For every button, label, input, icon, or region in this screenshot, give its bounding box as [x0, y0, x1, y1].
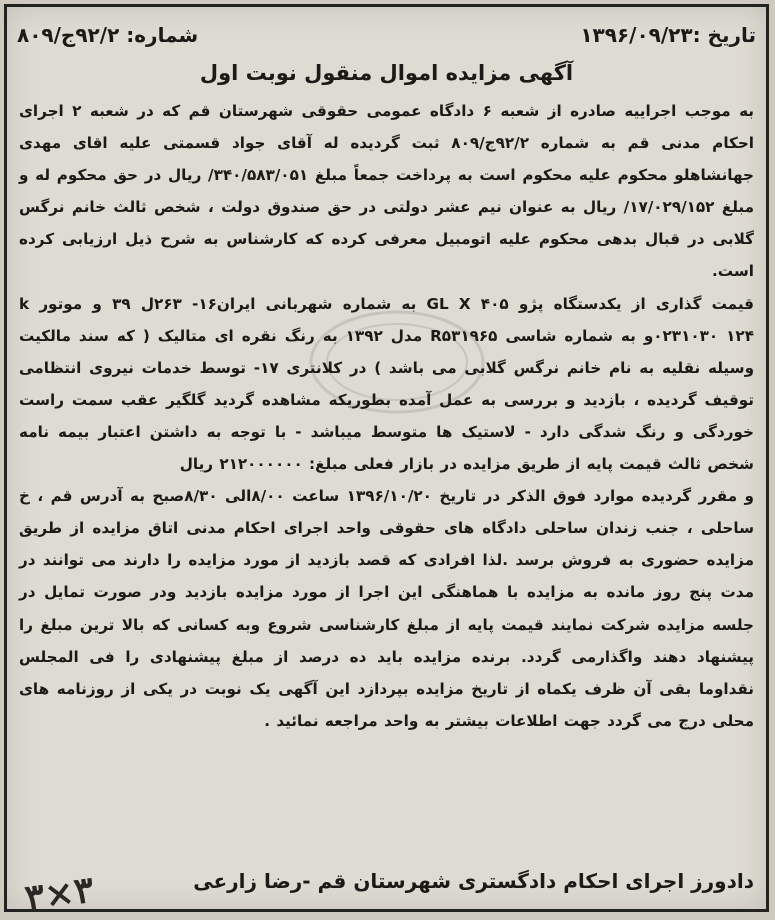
header-bar [17, 15, 756, 55]
notice-date: تاریخ :۱۳۹۶/۰۹/۲۳ [580, 23, 756, 47]
notice-number: شماره: ۹۲/۲ج/۸۰۹ [17, 23, 199, 47]
handwritten-mark: ۳×۳ [22, 868, 97, 920]
notice-body [19, 95, 754, 737]
notice-title: آگهی مزایده اموال منقول نوبت اول [199, 61, 574, 85]
paragraph-auction-terms: و مقرر گردیده موارد فوق الذکر در تاریخ ۱۳۹۶/۱۰/۲۰ ساعت ۸/۰۰الی ۸/۳۰صبح به آدرس قم ، خ ساحلی ، جنب زندان ساحلی دادگاه های حقوقی واحد اجرای احکام مدنی اتاق مزایده از طریق مزایده حضوری به فروش برسد .لذا افرادی که قصد بازدید از مورد مزایده را دارند می توانند در مدت پنج روز مانده به مزایده با هماهنگی این اجرا از مورد مزایده بازدید ودر صورت تمایل در جلسه مزایده شرکت نمایند قیمت پایه از مبلغ کارشناسی شروع وبه کسانی که بالا ترین مبلغ را پیشنهاد دهند واگذارمی گردد. برنده مزایده باید ده درصد از مبلغ پیشنهادی را فی المجلس نقداوما بقی آن ظرف یکماه از تاریخ مزایده بپردازد این آگهی یک نوبت در یکی از روزنامه های محلی درج می گردد جهت اطلاعات بیشتر به واحد مراجعه نمائید . [19, 487, 754, 730]
paragraph-judgment: به موجب اجراییه صادره از شعبه ۶ دادگاه عمومی حقوقی شهرستان قم که در شعبه ۲ اجرای احکام مدنی قم به شماره ۹۲/۲ج/۸۰۹ ثبت گردیده له آقای جواد قسمتی علیه اقای مهدی جهانشاهلو محکوم علیه محکوم است به پرداخت جمعاً مبلغ ۳۴۰/۵۸۳/۰۵۱/ ریال در حق محکوم له و مبلغ ۱۷/۰۲۹/۱۵۲/ ریال به عنوان نیم عشر دولتی در حق صندوق دولت ، شخص ثالث خانم نرگس گلابی در قبال بدهی محکوم علیه اتومبیل معرفی کرده که کارشناس به شرح ذیل ارزیابی کرده است. [19, 102, 755, 281]
newspaper-clipping [4, 4, 769, 920]
signature-line: دادورز اجرای احکام دادگستری شهرستان قم -رضا زارعی [193, 869, 754, 893]
paragraph-vehicle-valuation: قیمت گذاری از یکدستگاه پژو GL X ۴۰۵ به شماره شهربانی ایران۱۶- ۲۶۳ل ۳۹ و موتور k ۰۲۳۱۰۳۰ ۱۲۴و به شماره شاسی R۵۳۱۹۶۵ مدل ۱۳۹۲ به رنگ نقره ای متالیک ( که سند مالکیت وسیله نقلیه به نام خانم نرگس گلابی می باشد ) در کلانتری ۱۷- توسط خدمات نیروی انتظامی توقیف گردیده ، بازدید و بررسی به عمل آمده بطوریکه مشاهده گردید گلگیر عقب سمت راست خوردگی و رنگ شدگی دارد - لاستیک ها متوسط میباشد - با توجه به داشتن اعتبار بیمه نامه شخص ثالث قیمت پایه از طریق مزایده در بازار فعلی مبلغ: ۲۱۲۰۰۰۰۰۰ ریال [19, 294, 755, 474]
